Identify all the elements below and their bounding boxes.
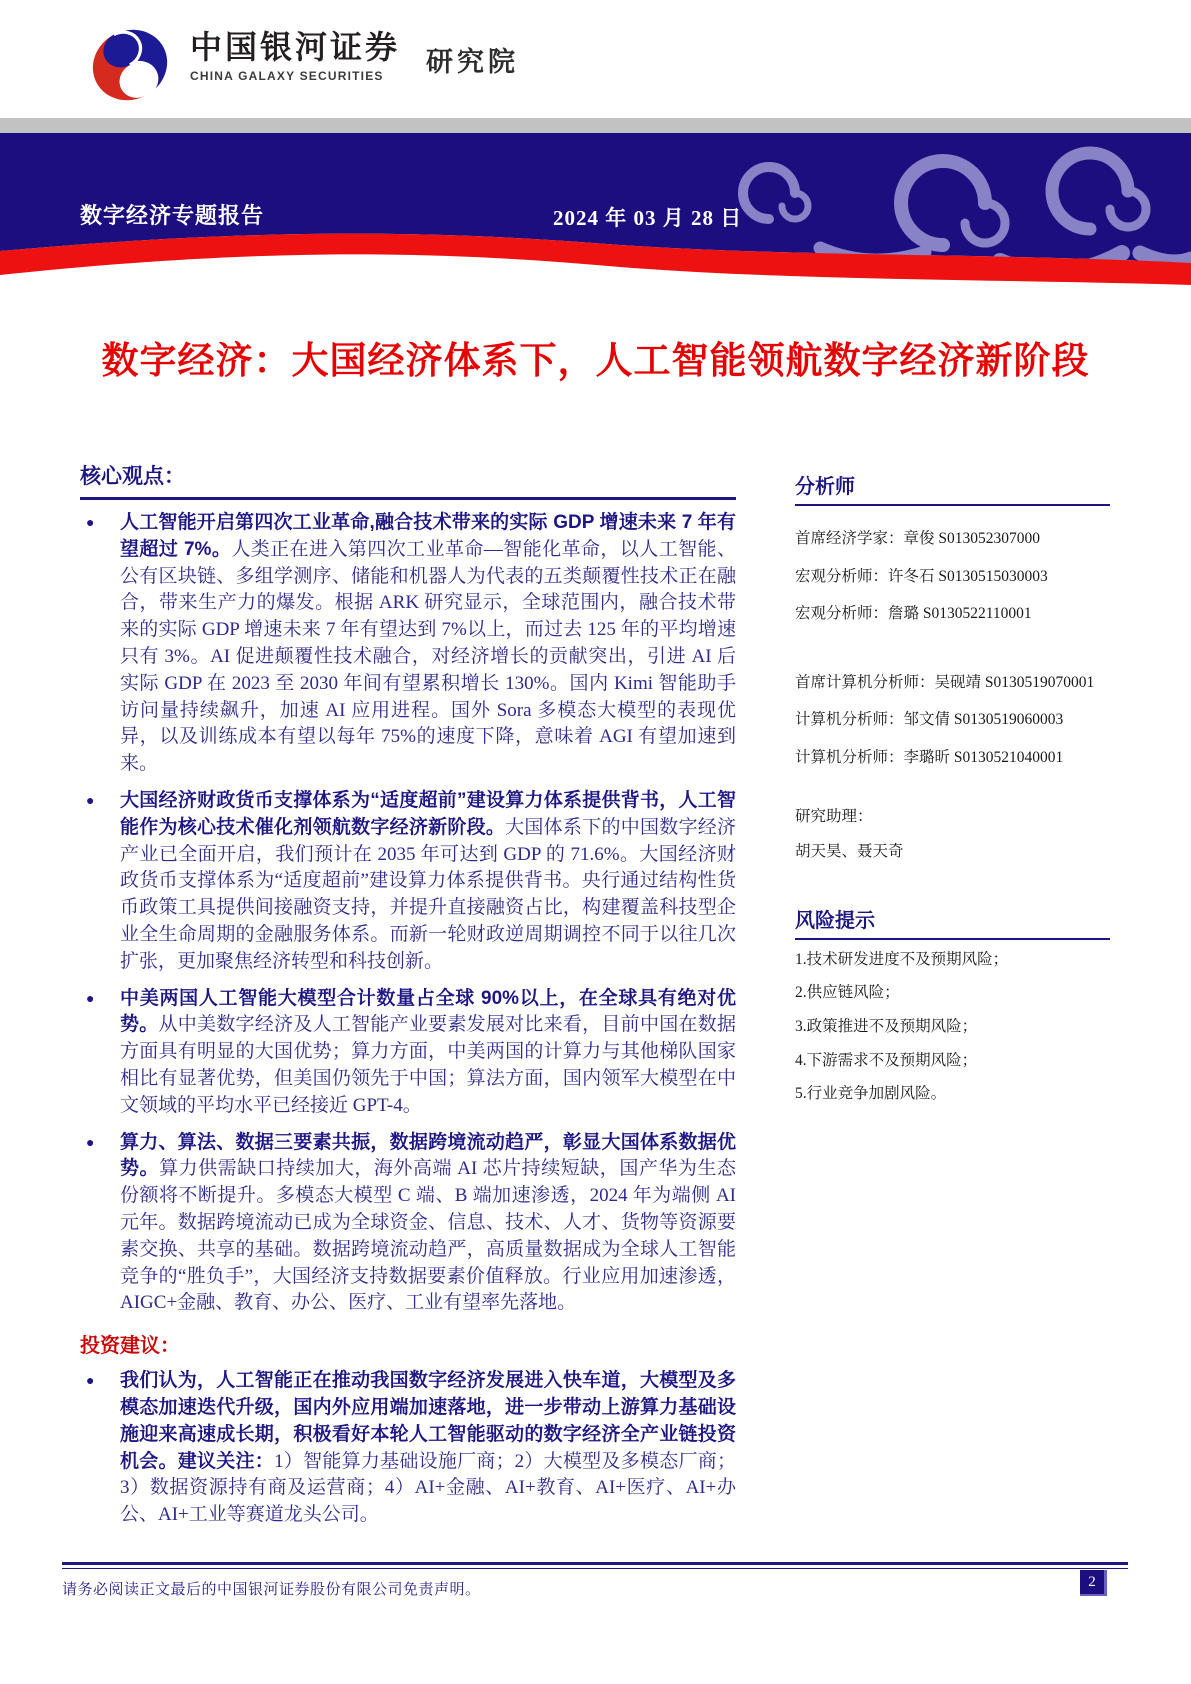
advice-bullet (80, 1368, 736, 1529)
bullet-2-lead: 大国经济财政货币支撑体系为“适度超前”建设算力体系提供背书，人工智能作为核心技术催化剂领航数字经济新阶段。 (120, 789, 736, 838)
disclaimer-text: 请务必阅读正文最后的中国银河证券股份有限公司免责声明。 (62, 1582, 481, 1598)
header-logo (84, 24, 519, 106)
bullet-icon: ● (86, 793, 95, 809)
footer-rule-thick (62, 1562, 1128, 1565)
advice-bullet-lead: 我们认为，人工智能正在推动我国数字经济发展进入快车道，大模型及多模态加速迭代升级，国内外应用端加速落地，进一步带动上游算力基础设施迎来高速成长期，积极看好本轮人工智能驱动的数字经济全产业链投资机会。建议关注： (120, 1370, 736, 1472)
bullet-3-lead: 中美两国人工智能大模型合计数量占全球 90%以上，在全球具有绝对优势。 (120, 987, 736, 1036)
risk-item: 5.行业竞争加剧风险。 (795, 1085, 947, 1103)
institute-label: 研究院 (426, 47, 520, 77)
page-title: 数字经济：大国经济体系下，人工智能领航数字经济新阶段 (101, 341, 1090, 382)
core-viewpoints-section (80, 460, 736, 1529)
core-bullet-3 (80, 986, 736, 1120)
analyst-line: 首席经济学家：章俊 S013052307000 (795, 530, 1040, 547)
galaxy-logo-icon (84, 24, 176, 106)
bullet-1-lead: 人工智能开启第四次工业革命,融合技术带来的实际 GDP 增速未来 7 年有望超过 7%。 (120, 512, 736, 560)
investment-advice-heading: 投资建议： (80, 1335, 180, 1358)
bullet-icon: ● (86, 1374, 95, 1390)
page-number-badge: 2 (1080, 1570, 1107, 1596)
analyst-line: 计算机分析师：邹文倩 S0130519060003 (795, 711, 1064, 729)
bullet-icon: ● (86, 516, 95, 531)
analyst-line: 宏观分析师：许冬石 S0130515030003 (795, 567, 1048, 585)
risk-heading: 风险提示 (795, 904, 1110, 940)
bullet-1-body: 人类正在进入第四次工业革命—智能化革命，以人工智能、公有区块链、多组学测序、储能和机器人为代表的五类颠覆性技术正在融合，带来生产力的爆发。根据 ARK 研究显示，全球范围内，融合技术带来的实际 GDP 增速未来 7 年有望达到 7%以上，而过去 125 年的平均增速只有 3%。AI 促进颠覆性技术融合，对经济增长的贡献突出，引进 AI 后实际 GDP 在 2023 至 2030 年间有望累积增长 130%。国内 Kimi 智能助手访问量持续飙升，加速 AI 应用进程。国外 Sora 多模态大模型的表现优异，以及训练成本有望以每年 75%的速度下降，意味着 AGI 有望加速到来。 (120, 538, 736, 775)
analyst-line: 首席计算机分析师：吴砚靖 S0130519070001 (795, 673, 1095, 691)
risk-item: 2.供应链风险； (795, 984, 900, 1002)
core-bullet-2 (80, 788, 736, 976)
risk-item: 4.下游需求不及预期风险； (795, 1051, 978, 1069)
analyst-line: 宏观分析师：詹璐 S0130522110001 (795, 605, 1032, 623)
brand-text (190, 30, 400, 83)
bullet-2-body: 大国体系下的中国数字经济产业已全面开启，我们预计在 2035 年可达到 GDP 的 71.6%。大国经济财政货币支撑体系为“适度超前”建设算力体系提供背书。央行通过结构性货币政策工具提供间接融资支持，并提升直接融资占比，构建覆盖科技型企业全生命周期的金融服务体系。而新一轮财政逆周期调控不同于以往几次扩张，更加聚焦经济转型和科技创新。 (120, 816, 736, 972)
risk-item: 3.政策推进不及预期风险； (795, 1017, 978, 1035)
risk-item: 1.技术研发进度不及预期风险； (795, 950, 1009, 968)
analysts-heading: 分析师 (795, 470, 1110, 506)
research-assistant-names: 胡天昊、聂天奇 (795, 843, 904, 861)
bullet-3-body: 从中美数字经济及人工智能产业要素发展对比来看，目前中国在数据方面具有明显的大国优势；算力方面，中美两国的计算力与其他梯队国家相比有显著优势，但美国仍领先于中国；算法方面，国内领军大模型在中文领域的平均水平已经接近 GPT-4。 (120, 1014, 736, 1116)
gray-divider-strip (0, 118, 1191, 133)
brand-name-cn: 中国银河证券 (190, 29, 401, 65)
footer-rule-thin (62, 1568, 1128, 1569)
research-assistant-label: 研究助理： (795, 807, 873, 825)
bullet-icon: ● (86, 991, 95, 1007)
bullet-4-lead: 算力、算法、数据三要素共振，数据跨境流动趋严，彰显大国体系数据优势。 (120, 1131, 736, 1180)
core-viewpoints-heading: 核心观点： (80, 460, 736, 500)
core-bullet-1 (80, 510, 736, 778)
bullet-4-body: 算力供需缺口持续加大，海外高端 AI 芯片持续短缺，国产华为生态份额将不断提升。多模态大模型 C 端、B 端加速渗透，2024 年为端侧 AI 元年。数据跨境流动已成为全球资金、信息、技术、人才、货物等资源要素交换、共享的基础。数据跨境流动趋严，高质量数据成为全球人工智能竞争的“胜负手”，大国经济支持数据要素价值释放。行业应用加速渗透，AIGC+金融、教育、办公、医疗、工业有望率先落地。 (120, 1158, 736, 1314)
page-footer (62, 1562, 1128, 1599)
sidebar (795, 470, 1110, 1104)
brand-name-en: CHINA GALAXY SECURITIES (190, 69, 384, 84)
report-type-label: 数字经济专题报告 (80, 203, 265, 228)
analyst-line: 计算机分析师：李璐昕 S0130521040001 (795, 748, 1064, 766)
bullet-icon: ● (86, 1135, 95, 1151)
advice-bullet-body: 1）智能算力基础设施厂商；2）大模型及多模态厂商；3）数据资源持有商及运营商；4）AI+金融、AI+教育、AI+医疗、AI+办公、AI+工业等赛道龙头公司。 (120, 1450, 736, 1526)
core-bullet-4 (80, 1130, 736, 1318)
report-date: 2024 年 03 月 28 日 (553, 206, 743, 230)
